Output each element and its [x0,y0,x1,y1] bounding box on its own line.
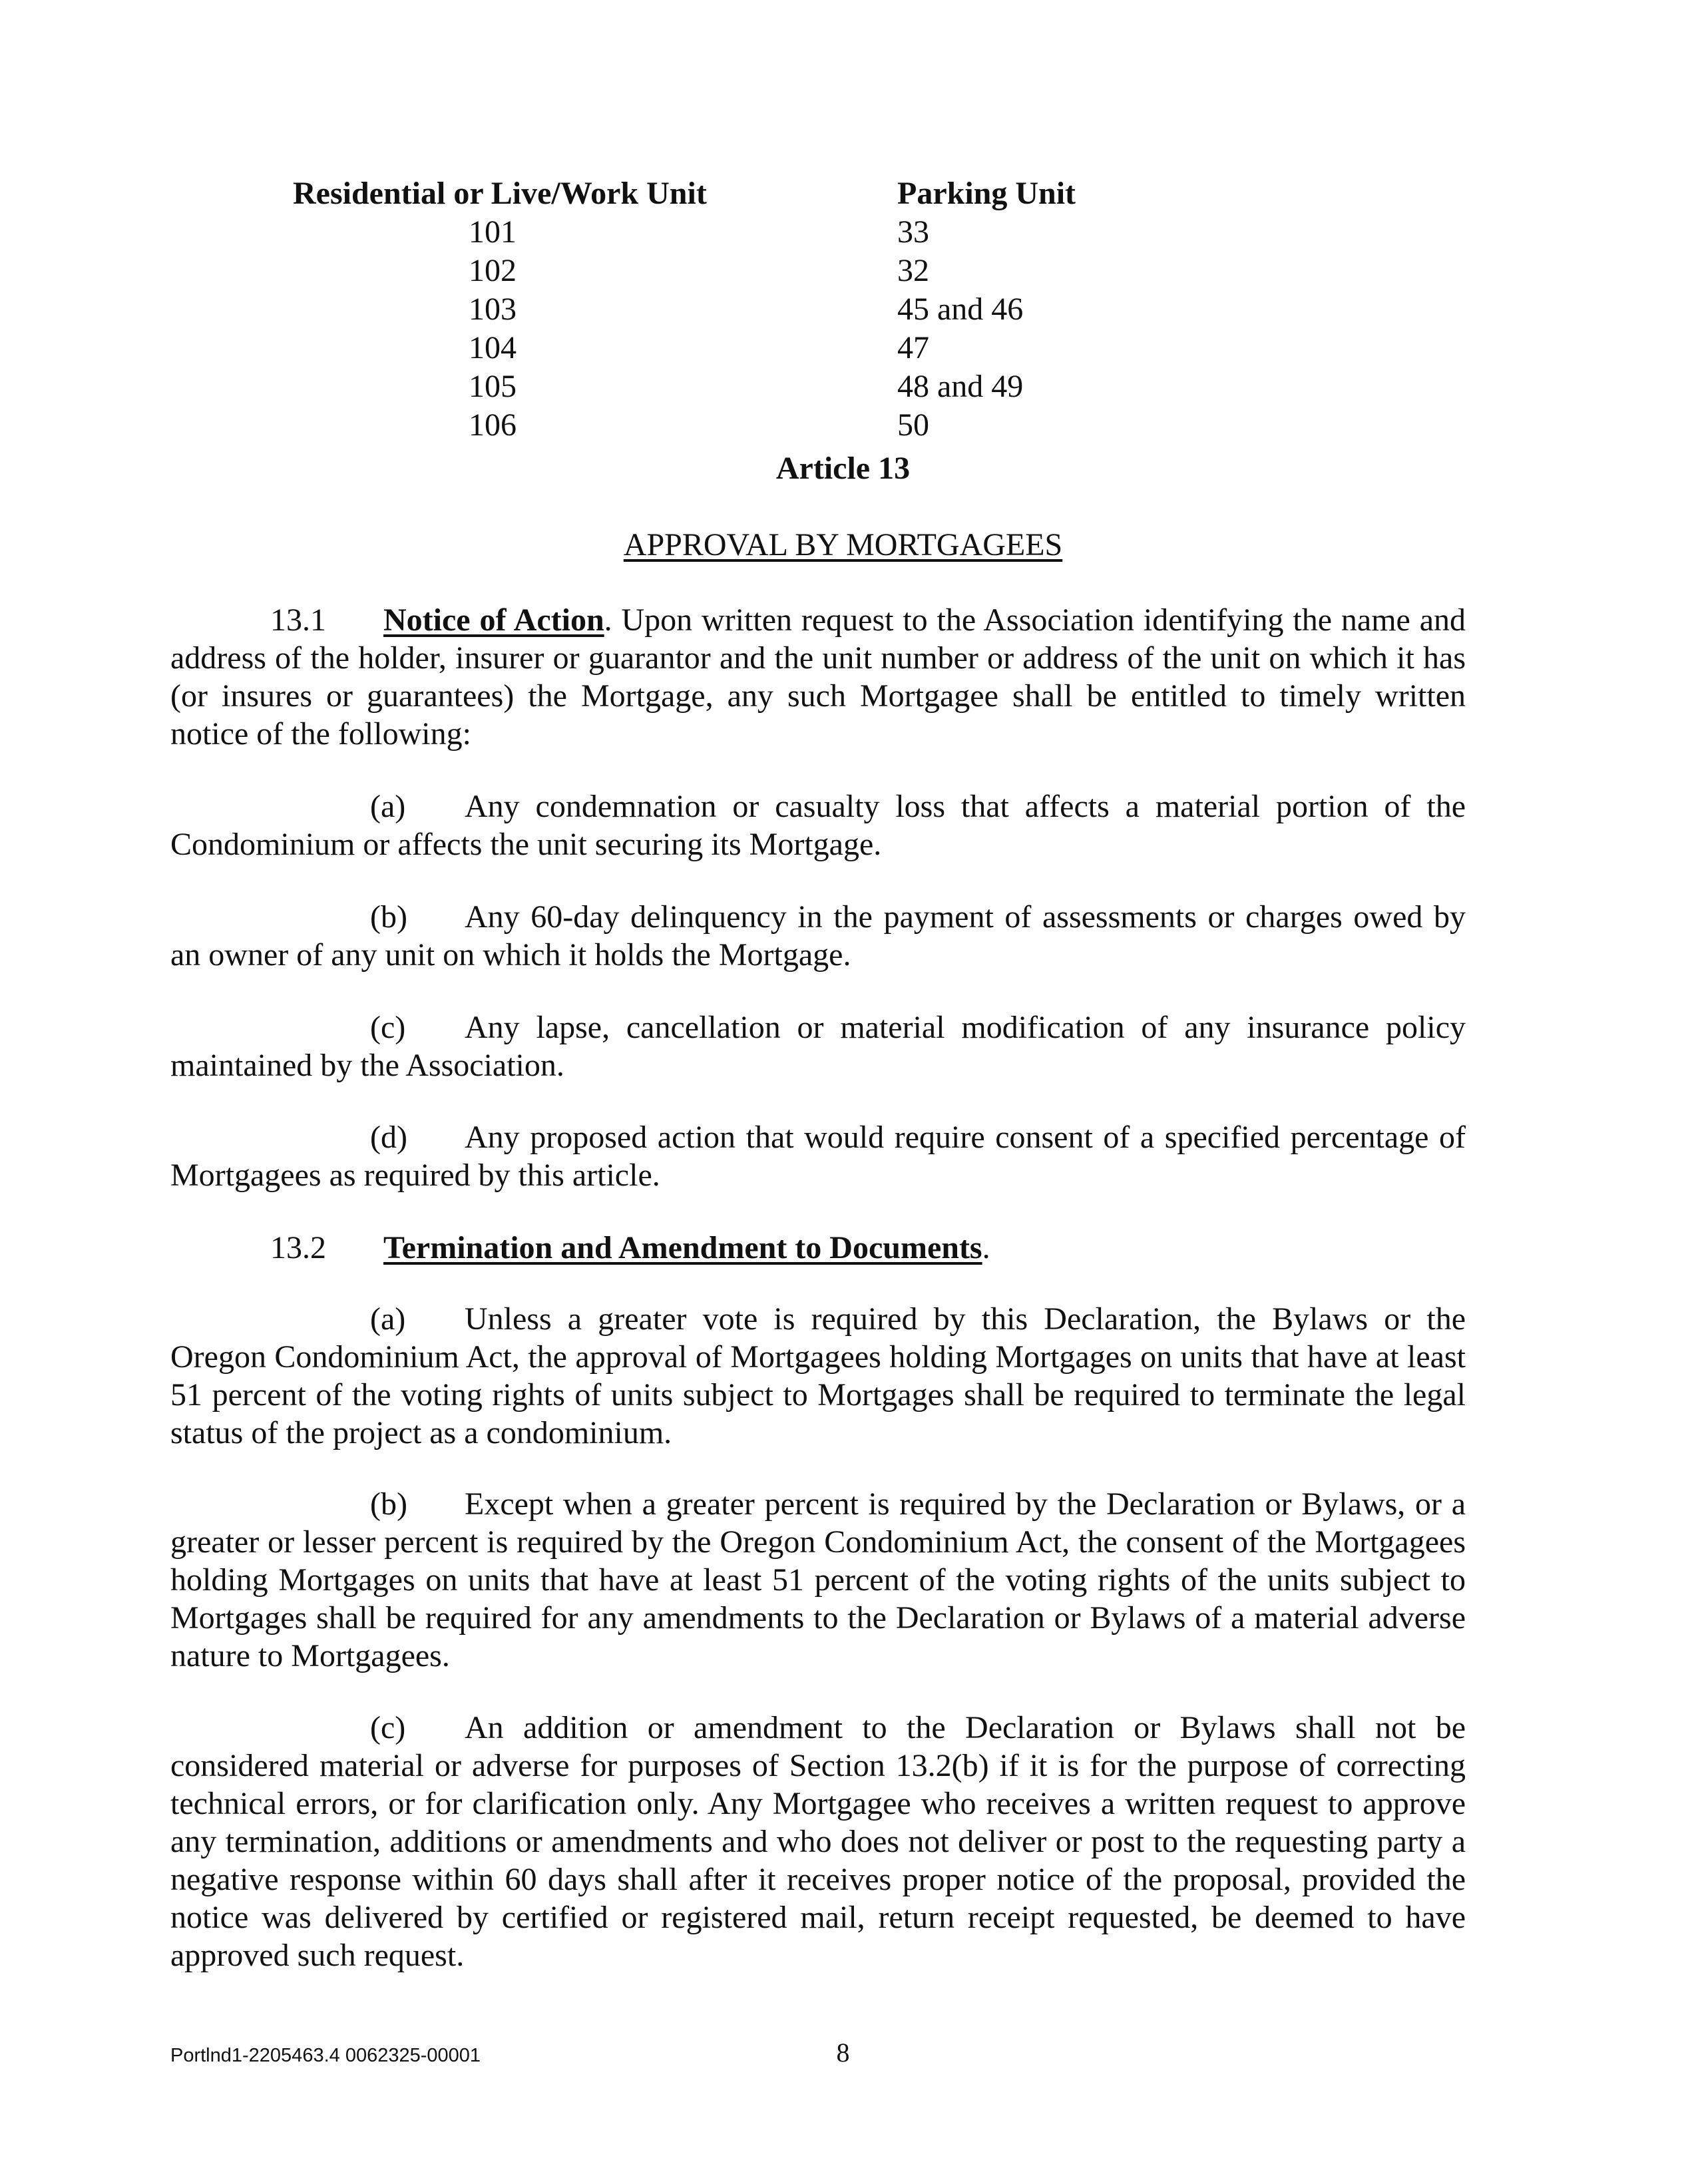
residential-unit-cell: 101 [469,214,517,250]
residential-unit-header: Residential or Live/Work Unit [293,176,707,211]
table-row [293,329,1158,367]
parking-unit-cell: 48 and 49 [897,369,1024,404]
item-text: Any condemnation or casualty loss that affects a material portion of the Condominium or affects the unit securing its Mortgage. [170,789,1466,862]
list-item [170,1118,1466,1194]
item-text: Any lapse, cancellation or material modification of any insurance policy maintained by the Association. [170,1010,1466,1083]
parking-unit-cell: 47 [897,330,929,365]
residential-unit-cell: 103 [469,292,517,327]
section-body-text: Upon written request to the Association identifying the name and address of the holder, insurer or guarantor and the unit number or address of the unit on which it has (or insures or guarantees) the Mortgage, any such Mortgagee shall be entitled to timely written notice of the following: [170,602,1466,752]
residential-unit-cell: 106 [469,407,517,443]
item-label: (c) [370,1010,406,1045]
item-label: (d) [370,1120,407,1155]
parking-unit-header: Parking Unit [897,176,1076,211]
list-item [170,1300,1466,1452]
table-row [293,213,1158,252]
table-row [293,290,1158,329]
table-row [293,367,1158,406]
section-heading: Termination and Amendment to Documents [383,1230,982,1265]
document-reference: Portlnd1-2205463.4 0062325-00001 [170,2045,481,2066]
parking-unit-cell: 45 and 46 [897,292,1024,327]
article-title: APPROVAL BY MORTGAGEES [623,527,1063,562]
list-item [170,787,1466,863]
item-text: Except when a greater percent is required by the Declaration or Bylaws, or a greater or lesser percent is required by the Oregon Condominium Act, the consent of the Mortgagees holding Mortgages on units that have at least 51 percent of the voting rights of the units subject to Mortgages shall be required for any amendments to the Declaration or Bylaws of a material adverse nature to Mortgagees. [170,1486,1466,1673]
section-13-1-paragraph: 13.1 Notice of Action. Upon written request to the Association identifying the name and address of the holder, insurer or guarantor and the unit number or address of the unit on which it has (or insures or guarantees) the Mortgage, any such Mortgagee shall be entitled to timely written notice of the following: [170,602,1466,752]
unit-parking-table [293,174,1158,445]
item-label: (a) [370,1301,406,1337]
list-item [170,1008,1466,1084]
section-number: 13.1 [270,602,326,638]
section-13-2-heading: 13.2 Termination and Amendment to Documents. [270,1230,990,1265]
item-label: (c) [370,1710,406,1745]
item-label: (a) [370,789,406,824]
parking-unit-cell: 33 [897,214,929,250]
item-text: An addition or amendment to the Declaration or Bylaws shall not be considered material or adverse for purposes of Section 13.2(b) if it is for the purpose of correcting technical errors, or for clarification only. Any Mortgagee who receives a written request to approve any termination, additions or amendments and who does not deliver or post to the requesting party a negative response within 60 days shall after it receives proper notice of the proposal, provided the notice was delivered by certified or registered mail, return receipt requested, be deemed to have approved such request. [170,1710,1466,1973]
item-label: (b) [370,1486,407,1522]
residential-unit-cell: 102 [469,253,517,288]
parking-unit-cell: 50 [897,407,929,443]
residential-unit-cell: 105 [469,369,517,404]
list-item [170,898,1466,974]
residential-unit-cell: 104 [469,330,517,365]
article-label: Article 13 [775,451,911,486]
table-row [293,252,1158,290]
list-item [170,1709,1466,1974]
section-number: 13.2 [270,1230,326,1265]
table-row [293,406,1158,445]
unit-table-header [293,174,1158,213]
item-text: Unless a greater vote is required by this Declaration, the Bylaws or the Oregon Condominium Act, the approval of Mortgagees holding Mortgages on units that have at least 51 percent of the voting rights of units subject to Mortgages shall be required to terminate the legal status of the project as a condominium. [170,1301,1466,1450]
item-text: Any proposed action that would require consent of a specified percentage of Mortgagees as required by this article. [170,1120,1466,1193]
section-heading: Notice of Action [383,602,604,638]
parking-unit-cell: 32 [897,253,929,288]
item-text: Any 60-day delinquency in the payment of assessments or charges owed by an owner of any unit on which it holds the Mortgage. [170,899,1466,973]
page-number: 8 [836,2038,850,2068]
list-item [170,1485,1466,1675]
item-label: (b) [370,899,407,935]
